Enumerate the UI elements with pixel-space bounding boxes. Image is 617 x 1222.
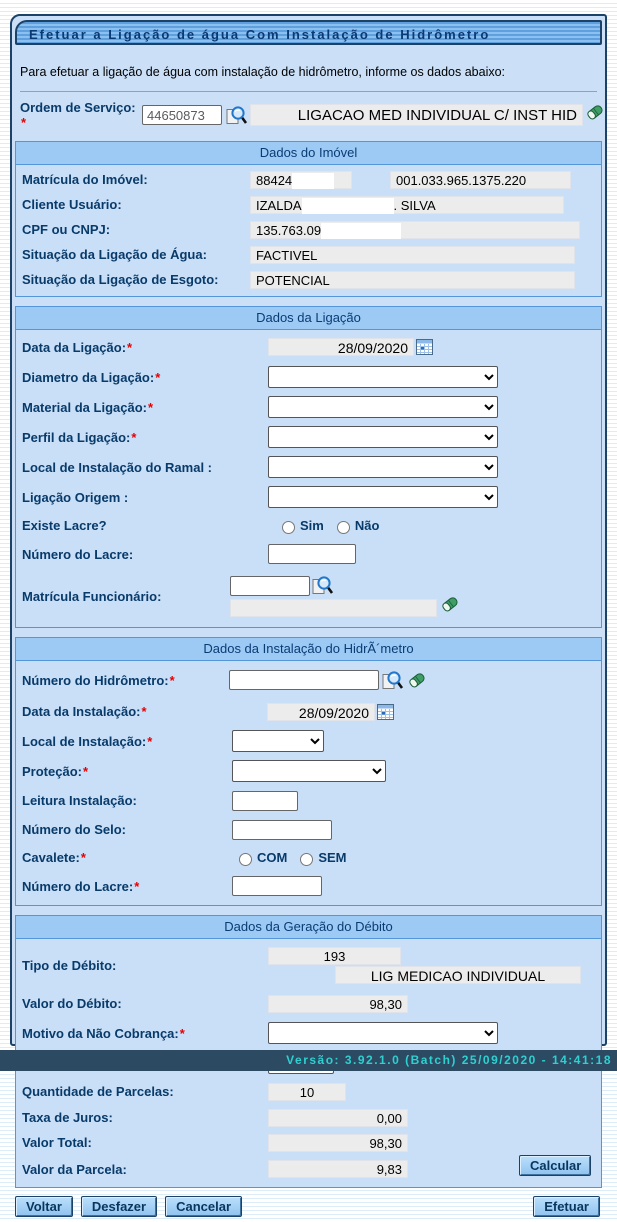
local-ramal-label: Local de Instalação do Ramal : [22, 459, 212, 475]
intro-text: Para efetuar a ligação de água com instalação de hidrômetro, informe os dados abaixo: [20, 65, 506, 79]
valor-debito-label: Valor do Débito: [22, 996, 122, 1011]
ordem-servico-row [12, 98, 605, 132]
numero-lacre2-label: Número do Lacre:* [22, 878, 140, 894]
field-row [16, 482, 601, 512]
material-ligacao-select[interactable] [268, 396, 498, 418]
motivo-nao-cobranca-label: Motivo da Não Cobrança:* [22, 1025, 185, 1041]
field-row [16, 192, 601, 217]
field-row [16, 167, 601, 192]
ligacao-origem-label: Ligação Origem : [22, 489, 129, 505]
field-row [16, 871, 601, 901]
matricula-funcionario-input[interactable] [230, 576, 310, 596]
field-row [16, 844, 601, 871]
perfil-ligacao-label: Perfil da Ligação:* [22, 429, 137, 445]
field-row [16, 941, 601, 989]
matricula-imovel-label: Matrícula do Imóvel: [22, 172, 148, 187]
valor-debito-value: 98,30 [268, 995, 408, 1013]
matricula-funcionario-nome [230, 599, 437, 617]
quantidade-parcelas-label: Quantidade de Parcelas: [22, 1084, 174, 1099]
valor-parcela-label: Valor da Parcela: [22, 1161, 127, 1177]
section-dados-imovel [15, 141, 602, 297]
field-row [16, 267, 601, 292]
field-row [16, 815, 601, 844]
field-row [16, 539, 601, 569]
tipo-debito-label: Tipo de Débito: [22, 957, 117, 973]
field-row [16, 392, 601, 422]
divider [20, 91, 597, 92]
search-icon[interactable] [226, 105, 247, 126]
material-ligacao-label: Material da Ligação:* [22, 399, 154, 415]
cavalete-com-radio[interactable] [239, 853, 252, 866]
field-row [16, 697, 601, 726]
calendar-icon[interactable] [416, 339, 433, 355]
redaction-patch [302, 198, 394, 214]
local-instalacao-label: Local de Instalação:* [22, 733, 153, 749]
field-row [16, 1105, 601, 1130]
existe-lacre-sim-label: Sim [300, 518, 324, 533]
data-ligacao-value: 28/09/2020 [268, 338, 414, 356]
redaction-patch [292, 173, 334, 189]
field-row [16, 726, 601, 756]
perfil-ligacao-select[interactable] [268, 426, 498, 448]
search-icon[interactable] [312, 575, 333, 596]
version-bar: Versão: 3.92.1.0 (Batch) 25/09/2020 - 14:41:18 [0, 1050, 617, 1071]
valor-total-value: 98,30 [268, 1134, 408, 1152]
actions-bar [15, 1196, 602, 1222]
ordem-servico-label: Ordem de Serviço: * [20, 100, 136, 130]
cliente-usuario-value: IZALDA . SILVA [250, 196, 564, 214]
valor-parcela-value: 9,83 [268, 1160, 408, 1178]
ordem-servico-input[interactable] [142, 105, 222, 125]
existe-lacre-nao-label: Não [354, 518, 380, 533]
calendar-icon[interactable] [377, 704, 394, 720]
existe-lacre-sim-radio[interactable] [282, 521, 295, 534]
field-row [16, 422, 601, 452]
desfazer-button[interactable]: Desfazer [81, 1196, 157, 1217]
section-title: Dados da Geração do Débito [16, 916, 601, 939]
data-instalacao-value: 28/09/2020 [267, 703, 375, 721]
field-row [16, 663, 601, 697]
cavalete-sem-radio[interactable] [300, 853, 313, 866]
field-row [16, 786, 601, 815]
eraser-icon[interactable] [440, 594, 460, 614]
tipo-debito-codigo: 193 [268, 947, 401, 965]
situacao-esgoto-label: Situação da Ligação de Esgoto: [22, 272, 219, 287]
voltar-button[interactable]: Voltar [15, 1196, 73, 1217]
cliente-usuario-label: Cliente Usuário: [22, 197, 122, 212]
page-title: Efetuar a Ligação de água Com Instalação de Hidrômetro [15, 20, 602, 45]
matricula-funcionario-label: Matrícula Funcionário: [22, 588, 162, 604]
numero-hidrometro-label: Número do Hidrômetro:* [22, 672, 175, 688]
cpf-cnpj-label: CPF ou CNPJ: [22, 222, 111, 237]
field-row [16, 512, 601, 539]
numero-lacre-input [268, 544, 356, 564]
quantidade-parcelas-value: 10 [268, 1083, 346, 1101]
section-title: Dados da Instalação do HidrÃ´metro [16, 638, 601, 661]
ordem-servico-descricao: LIGACAO MED INDIVIDUAL C/ INST HID [250, 104, 583, 126]
protecao-label: Proteção:* [22, 763, 89, 779]
matricula-imovel-value: 88424 [250, 171, 352, 189]
diametro-ligacao-label: Diametro da Ligação:* [22, 369, 161, 385]
data-instalacao-label: Data da Instalação:* [22, 704, 147, 719]
cavalete-sem-label: SEM [318, 850, 347, 865]
field-row [16, 989, 601, 1018]
ligacao-origem-select[interactable] [268, 486, 498, 508]
field-row [16, 756, 601, 786]
efetuar-button[interactable]: Efetuar [533, 1196, 600, 1217]
section-title: Dados do Imóvel [16, 142, 601, 165]
taxa-juros-label: Taxa de Juros: [22, 1110, 113, 1125]
cpf-cnpj-value: 135.763.09 [250, 221, 580, 239]
field-row [16, 452, 601, 482]
diametro-ligacao-select[interactable] [268, 366, 498, 388]
existe-lacre-label: Existe Lacre? [22, 518, 107, 533]
cavalete-com-label: COM [257, 850, 288, 865]
leitura-instalacao-input[interactable] [232, 791, 298, 811]
field-row [16, 1155, 601, 1183]
numero-lacre2-input[interactable] [232, 876, 322, 896]
tipo-debito-descricao: LIG MEDICAO INDIVIDUAL [335, 966, 581, 984]
field-row [16, 332, 601, 362]
eraser-icon[interactable] [407, 670, 427, 690]
situacao-agua-label: Situação da Ligação de Água: [22, 247, 207, 262]
local-instalacao-select[interactable] [232, 730, 324, 752]
numero-lacre-label: Número do Lacre: [22, 546, 134, 562]
redaction-patch [321, 223, 401, 239]
taxa-juros-value: 0,00 [268, 1109, 408, 1127]
field-row [16, 362, 601, 392]
field-row [16, 1018, 601, 1048]
section-title: Dados da Ligação [16, 307, 601, 330]
search-icon[interactable] [382, 670, 403, 691]
numero-selo-label: Número do Selo: [22, 822, 127, 837]
field-row [16, 1130, 601, 1155]
numero-hidrometro-input[interactable] [229, 670, 379, 690]
leitura-instalacao-label: Leitura Instalação: [22, 793, 137, 808]
field-row [16, 217, 601, 242]
field-row [16, 242, 601, 267]
situacao-esgoto-value: POTENCIAL [250, 271, 575, 289]
section-dados-instalacao-hidrometro [15, 637, 602, 906]
section-dados-ligacao [15, 306, 602, 628]
field-row [16, 569, 601, 623]
situacao-agua-value: FACTIVEL [250, 246, 575, 264]
existe-lacre-nao-radio[interactable] [337, 521, 350, 534]
motivo-nao-cobranca-select[interactable] [268, 1022, 498, 1044]
local-ramal-select[interactable] [268, 456, 498, 478]
valor-total-label: Valor Total: [22, 1135, 92, 1150]
numero-selo-input[interactable] [232, 820, 332, 840]
protecao-select[interactable] [232, 760, 386, 782]
calcular-button[interactable]: Calcular [519, 1155, 591, 1176]
field-row [16, 1078, 601, 1105]
cancelar-button[interactable]: Cancelar [165, 1196, 242, 1217]
data-ligacao-label: Data da Ligação:* [22, 339, 133, 355]
cavalete-label: Cavalete:* [22, 850, 86, 865]
eraser-icon[interactable] [585, 102, 605, 122]
inscricao-imovel-value: 001.033.965.1375.220 [390, 171, 571, 189]
